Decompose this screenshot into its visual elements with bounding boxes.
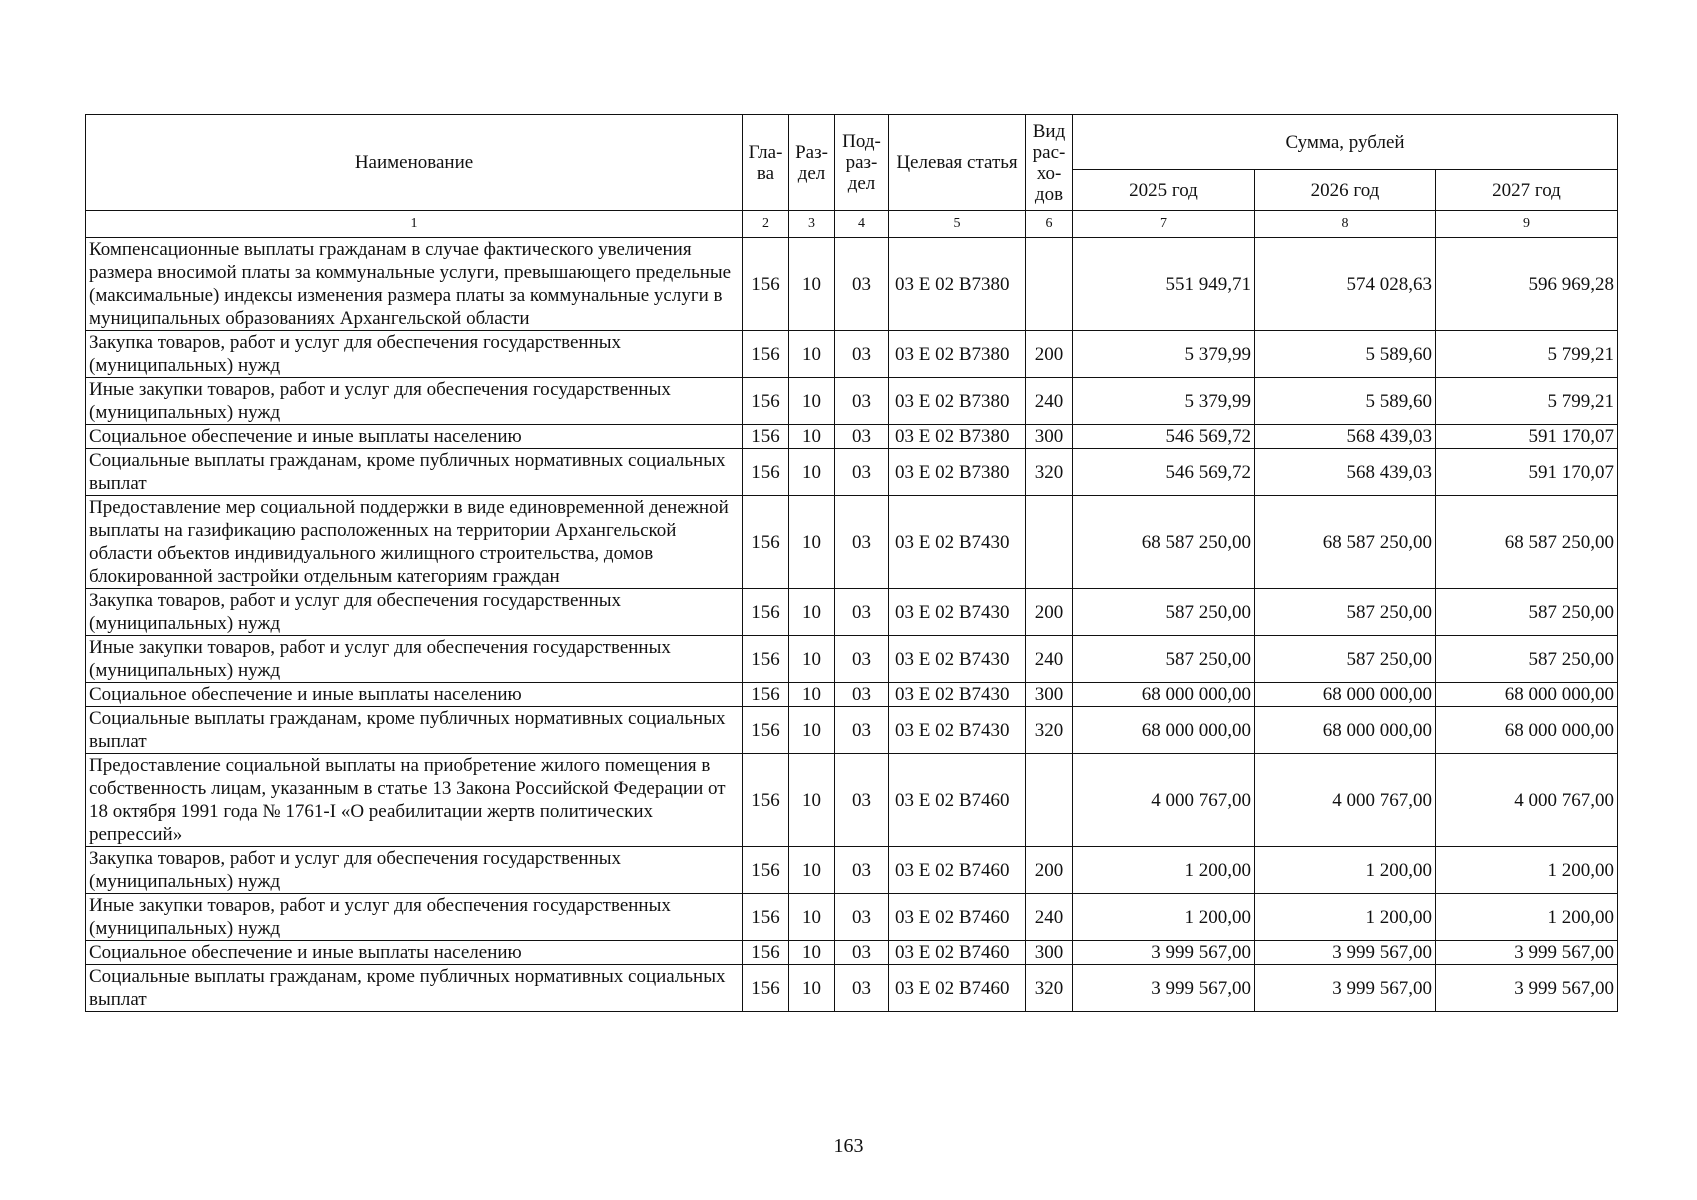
row-amount-2027: 4 000 767,00 bbox=[1436, 754, 1618, 847]
row-glava: 156 bbox=[743, 636, 789, 683]
table-row bbox=[86, 449, 1618, 496]
row-vid-rashodov bbox=[1026, 754, 1073, 847]
row-podrazdel: 03 bbox=[835, 754, 889, 847]
table-row bbox=[86, 636, 1618, 683]
row-name: Иные закупки товаров, работ и услуг для обеспечения государственных (муниципальных) нужд bbox=[86, 378, 743, 425]
row-celevaya-statya: 03 Е 02 В7460 bbox=[889, 847, 1026, 894]
row-celevaya-statya: 03 Е 02 В7380 bbox=[889, 449, 1026, 496]
row-vid-rashodov: 200 bbox=[1026, 331, 1073, 378]
row-podrazdel: 03 bbox=[835, 847, 889, 894]
row-amount-2027: 3 999 567,00 bbox=[1436, 965, 1618, 1012]
row-amount-2027: 1 200,00 bbox=[1436, 894, 1618, 941]
header-podrazdel: Под-раз-дел bbox=[835, 115, 889, 211]
row-name: Закупка товаров, работ и услуг для обеспечения государственных (муниципальных) нужд bbox=[86, 331, 743, 378]
row-name: Социальные выплаты гражданам, кроме публичных нормативных социальных выплат bbox=[86, 449, 743, 496]
row-amount-2027: 596 969,28 bbox=[1436, 238, 1618, 331]
row-amount-2026: 4 000 767,00 bbox=[1255, 754, 1436, 847]
row-razdel: 10 bbox=[789, 941, 835, 965]
column-number: 2 bbox=[743, 211, 789, 238]
row-podrazdel: 03 bbox=[835, 683, 889, 707]
row-glava: 156 bbox=[743, 941, 789, 965]
table-row bbox=[86, 589, 1618, 636]
row-amount-2027: 68 000 000,00 bbox=[1436, 683, 1618, 707]
page-number: 163 bbox=[833, 1135, 864, 1157]
row-razdel: 10 bbox=[789, 589, 835, 636]
header-razdel: Раз-дел bbox=[789, 115, 835, 211]
table-row bbox=[86, 496, 1618, 589]
row-amount-2027: 1 200,00 bbox=[1436, 847, 1618, 894]
row-celevaya-statya: 03 Е 02 В7430 bbox=[889, 589, 1026, 636]
row-glava: 156 bbox=[743, 589, 789, 636]
header-celevaya-statya: Целевая статья bbox=[889, 115, 1026, 211]
row-amount-2027: 3 999 567,00 bbox=[1436, 941, 1618, 965]
row-name: Социальное обеспечение и иные выплаты населению bbox=[86, 941, 743, 965]
row-razdel: 10 bbox=[789, 707, 835, 754]
table-row bbox=[86, 894, 1618, 941]
row-razdel: 10 bbox=[789, 754, 835, 847]
row-amount-2026: 1 200,00 bbox=[1255, 847, 1436, 894]
table-body bbox=[86, 238, 1618, 1012]
row-podrazdel: 03 bbox=[835, 496, 889, 589]
row-glava: 156 bbox=[743, 331, 789, 378]
row-razdel: 10 bbox=[789, 238, 835, 331]
row-podrazdel: 03 bbox=[835, 894, 889, 941]
row-celevaya-statya: 03 Е 02 В7430 bbox=[889, 683, 1026, 707]
row-vid-rashodov: 320 bbox=[1026, 449, 1073, 496]
row-podrazdel: 03 bbox=[835, 449, 889, 496]
row-amount-2026: 68 000 000,00 bbox=[1255, 683, 1436, 707]
row-amount-2026: 68 587 250,00 bbox=[1255, 496, 1436, 589]
column-number: 6 bbox=[1026, 211, 1073, 238]
row-name: Социальное обеспечение и иные выплаты населению bbox=[86, 683, 743, 707]
column-number: 5 bbox=[889, 211, 1026, 238]
row-podrazdel: 03 bbox=[835, 378, 889, 425]
column-number: 9 bbox=[1436, 211, 1618, 238]
row-celevaya-statya: 03 Е 02 В7380 bbox=[889, 425, 1026, 449]
table-row bbox=[86, 378, 1618, 425]
row-amount-2026: 1 200,00 bbox=[1255, 894, 1436, 941]
row-name: Предоставление мер социальной поддержки в виде единовременной денежной выплаты на газификацию расположенных на территории Архангельской области объектов индивидуального жилищного строительства, домов блокированной застройки отдельным категориям граждан bbox=[86, 496, 743, 589]
row-amount-2026: 587 250,00 bbox=[1255, 636, 1436, 683]
table-row bbox=[86, 238, 1618, 331]
row-amount-2025: 551 949,71 bbox=[1073, 238, 1255, 331]
header-glava: Гла-ва bbox=[743, 115, 789, 211]
row-name: Социальные выплаты гражданам, кроме публичных нормативных социальных выплат bbox=[86, 707, 743, 754]
row-amount-2026: 3 999 567,00 bbox=[1255, 941, 1436, 965]
header-summa: Сумма, рублей bbox=[1073, 115, 1618, 170]
table-row bbox=[86, 331, 1618, 378]
row-celevaya-statya: 03 Е 02 В7430 bbox=[889, 496, 1026, 589]
row-razdel: 10 bbox=[789, 378, 835, 425]
row-vid-rashodov: 240 bbox=[1026, 894, 1073, 941]
row-celevaya-statya: 03 Е 02 В7460 bbox=[889, 965, 1026, 1012]
row-glava: 156 bbox=[743, 965, 789, 1012]
row-amount-2026: 574 028,63 bbox=[1255, 238, 1436, 331]
row-amount-2026: 5 589,60 bbox=[1255, 378, 1436, 425]
row-amount-2027: 587 250,00 bbox=[1436, 589, 1618, 636]
row-celevaya-statya: 03 Е 02 В7380 bbox=[889, 238, 1026, 331]
header-year-2025: 2025 год bbox=[1073, 170, 1255, 211]
table-row bbox=[86, 425, 1618, 449]
budget-table bbox=[85, 114, 1618, 1012]
row-podrazdel: 03 bbox=[835, 636, 889, 683]
row-name: Социальное обеспечение и иные выплаты населению bbox=[86, 425, 743, 449]
row-amount-2026: 68 000 000,00 bbox=[1255, 707, 1436, 754]
row-vid-rashodov bbox=[1026, 238, 1073, 331]
header-name: Наименование bbox=[86, 115, 743, 211]
row-vid-rashodov: 300 bbox=[1026, 941, 1073, 965]
row-glava: 156 bbox=[743, 425, 789, 449]
table-row bbox=[86, 683, 1618, 707]
row-razdel: 10 bbox=[789, 496, 835, 589]
header-year-2027: 2027 год bbox=[1436, 170, 1618, 211]
row-amount-2025: 3 999 567,00 bbox=[1073, 965, 1255, 1012]
row-podrazdel: 03 bbox=[835, 707, 889, 754]
row-amount-2027: 591 170,07 bbox=[1436, 449, 1618, 496]
row-vid-rashodov: 320 bbox=[1026, 707, 1073, 754]
row-amount-2025: 3 999 567,00 bbox=[1073, 941, 1255, 965]
row-amount-2025: 68 000 000,00 bbox=[1073, 683, 1255, 707]
row-amount-2025: 5 379,99 bbox=[1073, 331, 1255, 378]
row-glava: 156 bbox=[743, 847, 789, 894]
row-razdel: 10 bbox=[789, 894, 835, 941]
row-amount-2025: 587 250,00 bbox=[1073, 589, 1255, 636]
column-number: 4 bbox=[835, 211, 889, 238]
row-glava: 156 bbox=[743, 683, 789, 707]
row-vid-rashodov: 300 bbox=[1026, 425, 1073, 449]
row-amount-2025: 68 000 000,00 bbox=[1073, 707, 1255, 754]
row-name: Социальные выплаты гражданам, кроме публичных нормативных социальных выплат bbox=[86, 965, 743, 1012]
row-razdel: 10 bbox=[789, 331, 835, 378]
row-name: Предоставление социальной выплаты на приобретение жилого помещения в собственность лицам, указанным в статье 13 Закона Российской Федерации от 18 октября 1991 года № 1761-I «О реабилитации жертв политических репрессий» bbox=[86, 754, 743, 847]
row-glava: 156 bbox=[743, 754, 789, 847]
row-glava: 156 bbox=[743, 894, 789, 941]
table-row bbox=[86, 754, 1618, 847]
row-podrazdel: 03 bbox=[835, 965, 889, 1012]
row-amount-2025: 1 200,00 bbox=[1073, 847, 1255, 894]
row-vid-rashodov: 200 bbox=[1026, 847, 1073, 894]
column-number: 3 bbox=[789, 211, 835, 238]
row-amount-2025: 587 250,00 bbox=[1073, 636, 1255, 683]
row-podrazdel: 03 bbox=[835, 331, 889, 378]
row-podrazdel: 03 bbox=[835, 941, 889, 965]
row-glava: 156 bbox=[743, 707, 789, 754]
column-number: 8 bbox=[1255, 211, 1436, 238]
row-glava: 156 bbox=[743, 449, 789, 496]
row-name: Иные закупки товаров, работ и услуг для обеспечения государственных (муниципальных) нужд bbox=[86, 894, 743, 941]
row-razdel: 10 bbox=[789, 636, 835, 683]
row-vid-rashodov: 240 bbox=[1026, 636, 1073, 683]
row-celevaya-statya: 03 Е 02 В7460 bbox=[889, 894, 1026, 941]
row-celevaya-statya: 03 Е 02 В7380 bbox=[889, 331, 1026, 378]
table-row bbox=[86, 941, 1618, 965]
row-amount-2027: 68 587 250,00 bbox=[1436, 496, 1618, 589]
row-amount-2025: 5 379,99 bbox=[1073, 378, 1255, 425]
row-razdel: 10 bbox=[789, 965, 835, 1012]
row-amount-2025: 1 200,00 bbox=[1073, 894, 1255, 941]
row-razdel: 10 bbox=[789, 847, 835, 894]
row-amount-2026: 568 439,03 bbox=[1255, 425, 1436, 449]
row-podrazdel: 03 bbox=[835, 425, 889, 449]
row-amount-2026: 5 589,60 bbox=[1255, 331, 1436, 378]
row-name: Компенсационные выплаты гражданам в случае фактического увеличения размера вносимой платы за коммунальные услуги, превышающего предельные (максимальные) индексы изменения размера платы за коммунальные услуги в муниципальных образованиях Архангельской области bbox=[86, 238, 743, 331]
row-vid-rashodov bbox=[1026, 496, 1073, 589]
row-vid-rashodov: 240 bbox=[1026, 378, 1073, 425]
row-razdel: 10 bbox=[789, 425, 835, 449]
row-name: Закупка товаров, работ и услуг для обеспечения государственных (муниципальных) нужд bbox=[86, 589, 743, 636]
row-razdel: 10 bbox=[789, 449, 835, 496]
row-glava: 156 bbox=[743, 238, 789, 331]
row-celevaya-statya: 03 Е 02 В7430 bbox=[889, 636, 1026, 683]
row-amount-2027: 5 799,21 bbox=[1436, 378, 1618, 425]
row-vid-rashodov: 200 bbox=[1026, 589, 1073, 636]
row-amount-2027: 5 799,21 bbox=[1436, 331, 1618, 378]
table-row bbox=[86, 965, 1618, 1012]
row-celevaya-statya: 03 Е 02 В7460 bbox=[889, 754, 1026, 847]
row-amount-2026: 3 999 567,00 bbox=[1255, 965, 1436, 1012]
column-number: 1 bbox=[86, 211, 743, 238]
row-glava: 156 bbox=[743, 496, 789, 589]
row-vid-rashodov: 300 bbox=[1026, 683, 1073, 707]
row-amount-2027: 587 250,00 bbox=[1436, 636, 1618, 683]
header-year-2026: 2026 год bbox=[1255, 170, 1436, 211]
column-number-row bbox=[86, 211, 1618, 238]
row-celevaya-statya: 03 Е 02 В7380 bbox=[889, 378, 1026, 425]
row-amount-2026: 587 250,00 bbox=[1255, 589, 1436, 636]
table-row bbox=[86, 847, 1618, 894]
row-amount-2025: 4 000 767,00 bbox=[1073, 754, 1255, 847]
row-vid-rashodov: 320 bbox=[1026, 965, 1073, 1012]
table-row bbox=[86, 707, 1618, 754]
row-amount-2025: 546 569,72 bbox=[1073, 449, 1255, 496]
row-glava: 156 bbox=[743, 378, 789, 425]
row-podrazdel: 03 bbox=[835, 238, 889, 331]
row-amount-2027: 591 170,07 bbox=[1436, 425, 1618, 449]
row-celevaya-statya: 03 Е 02 В7430 bbox=[889, 707, 1026, 754]
row-celevaya-statya: 03 Е 02 В7460 bbox=[889, 941, 1026, 965]
row-name: Закупка товаров, работ и услуг для обеспечения государственных (муниципальных) нужд bbox=[86, 847, 743, 894]
row-amount-2025: 546 569,72 bbox=[1073, 425, 1255, 449]
row-razdel: 10 bbox=[789, 683, 835, 707]
header-vid-rashodov: Вид рас-хо-дов bbox=[1026, 115, 1073, 211]
row-amount-2025: 68 587 250,00 bbox=[1073, 496, 1255, 589]
row-amount-2027: 68 000 000,00 bbox=[1436, 707, 1618, 754]
row-name: Иные закупки товаров, работ и услуг для обеспечения государственных (муниципальных) нужд bbox=[86, 636, 743, 683]
row-amount-2026: 568 439,03 bbox=[1255, 449, 1436, 496]
row-podrazdel: 03 bbox=[835, 589, 889, 636]
column-number: 7 bbox=[1073, 211, 1255, 238]
